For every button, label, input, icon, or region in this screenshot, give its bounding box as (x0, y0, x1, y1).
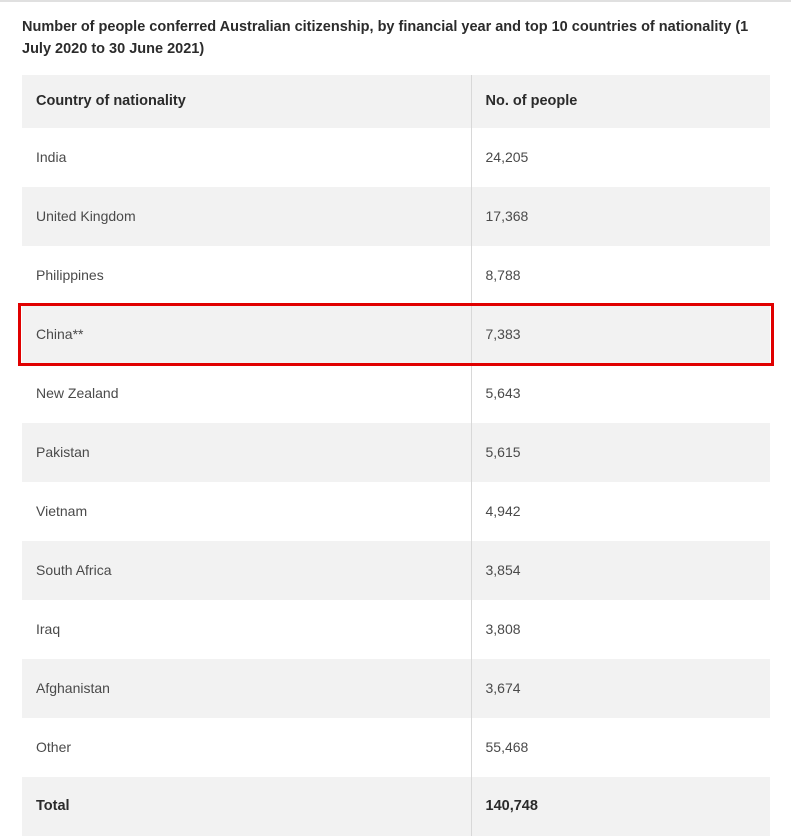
table-row (22, 246, 770, 305)
table-row (22, 423, 770, 482)
cell-people: 24,205 (471, 128, 770, 187)
cell-people: 17,368 (471, 187, 770, 246)
column-header-people: No. of people (471, 75, 770, 128)
table-row (22, 482, 770, 541)
cell-people: 4,942 (471, 482, 770, 541)
table-header-row (22, 75, 770, 128)
cell-total-value: 140,748 (471, 777, 770, 836)
table-row-total (22, 777, 770, 836)
cell-country: Pakistan (22, 423, 471, 482)
table-header (22, 75, 770, 128)
table-row (22, 600, 770, 659)
cell-country: India (22, 128, 471, 187)
table-row-highlighted (22, 305, 770, 364)
table-body (22, 128, 770, 836)
table-row (22, 187, 770, 246)
cell-total-label: Total (22, 777, 471, 836)
top-divider (0, 0, 791, 2)
table-row (22, 718, 770, 777)
table-row (22, 541, 770, 600)
table-row (22, 659, 770, 718)
cell-people: 3,854 (471, 541, 770, 600)
cell-country: Other (22, 718, 471, 777)
cell-country: South Africa (22, 541, 471, 600)
table-caption: Number of people conferred Australian citizenship, by financial year and top 10 countries of nationality (1 July 2020 to 30 June 2021) (22, 19, 749, 58)
table-row (22, 364, 770, 423)
citizenship-table (22, 75, 770, 836)
table-row (22, 128, 770, 187)
cell-country: United Kingdom (22, 187, 471, 246)
column-header-country: Country of nationality (22, 75, 471, 128)
cell-people: 55,468 (471, 718, 770, 777)
cell-country: Afghanistan (22, 659, 471, 718)
cell-country: Vietnam (22, 482, 471, 541)
cell-people: 5,643 (471, 364, 770, 423)
cell-country: Iraq (22, 600, 471, 659)
cell-people: 7,383 (471, 305, 770, 364)
cell-people: 8,788 (471, 246, 770, 305)
cell-people: 3,674 (471, 659, 770, 718)
cell-country: Philippines (22, 246, 471, 305)
cell-country: China** (22, 305, 471, 364)
cell-people: 5,615 (471, 423, 770, 482)
cell-people: 3,808 (471, 600, 770, 659)
cell-country: New Zealand (22, 364, 471, 423)
